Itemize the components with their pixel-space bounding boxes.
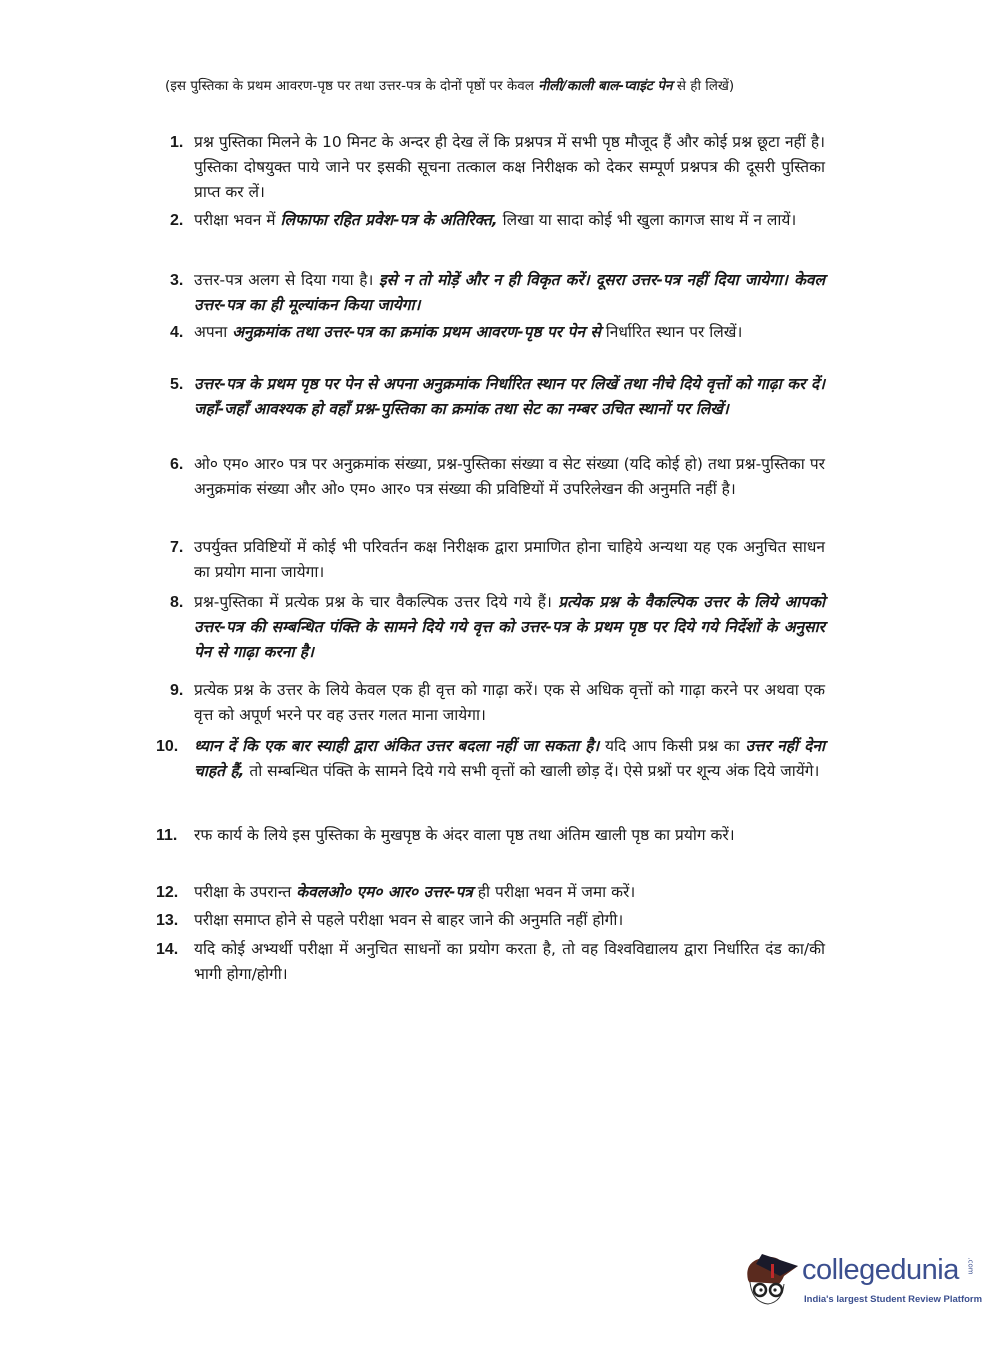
item-number: 6. <box>170 456 184 473</box>
mascot-icon <box>740 1250 802 1312</box>
instruction-item <box>170 590 825 665</box>
plain-text: प्रत्येक प्रश्न के उत्तर के लिये केवल एक ही वृत्त को गाढ़ा करें। एक से अधिक वृत्तों को गाढ़ा करने पर अथवा एक वृत्त को अपूर्ण भरने पर वह उत्तर गलत माना जायेगा। <box>194 681 825 724</box>
plain-text: तो सम्बन्धित पंक्ति के सामने दिये गये सभी वृत्तों को खाली छोड़ दें। ऐसे प्रश्नों पर शून्य अंक दिये जायेंगे। <box>244 762 820 780</box>
item-text <box>194 880 825 905</box>
item-number: 13. <box>156 912 179 929</box>
instruction-item <box>170 372 825 422</box>
item-text <box>194 734 825 784</box>
item-text <box>194 130 825 205</box>
item-text <box>194 320 825 345</box>
instruction-item <box>170 678 825 728</box>
plain-text: प्रश्न-पुस्तिका में प्रत्येक प्रश्न के चार वैकल्पिक उत्तर दिये गये हैं। <box>194 593 559 611</box>
item-text <box>194 452 825 502</box>
instruction-item <box>170 130 825 205</box>
item-text <box>194 535 825 585</box>
emphasis-text: ध्यान दें कि एक बार स्याही द्वारा अंकित उत्तर बदला नहीं जा सकता है। <box>194 737 600 755</box>
item-number: 11. <box>156 827 178 844</box>
instruction-item <box>156 908 825 933</box>
item-number: 5. <box>170 376 184 393</box>
instruction-item <box>156 937 825 987</box>
item-number: 2. <box>170 212 184 229</box>
plain-text: लिखा या सादा कोई भी खुला कागज साथ में न लायें। <box>497 211 797 229</box>
plain-text: ओ० एम० आर० पत्र पर अनुक्रमांक संख्या, प्रश्न-पुस्तिका संख्या व सेट संख्या (यदि कोई हो) तथा प्रश्न-पुस्तिका पर अनुक्रमांक संख्या और ओ० एम० आर० पत्र संख्या की प्रविष्टियों में उपरिलेखन की अनुमति नहीं है। <box>194 455 825 498</box>
instruction-item <box>156 823 825 848</box>
item-number: 4. <box>170 324 184 341</box>
emphasis-text: उत्तर-पत्र के प्रथम पृष्ठ पर पेन से अपना अनुक्रमांक निर्धारित स्थान पर लिखें तथा नीचे दिये वृत्तों को गाढ़ा कर दें। जहाँ-जहाँ आवश्यक हो वहाँ प्रश्न-पुस्तिका का क्रमांक तथा सेट का नम्बर उचित स्थानों पर लिखें। <box>194 375 825 418</box>
header-text: (इस पुस्तिका के प्रथम आवरण-पृष्ठ पर तथा उत्तर-पत्र के दोनों पृष्ठों पर केवल <box>165 78 539 94</box>
item-number: 3. <box>170 272 184 289</box>
header-instruction <box>165 76 830 94</box>
logo-suffix: .com <box>966 1257 975 1275</box>
header-text: से ही लिखें) <box>672 78 735 94</box>
instruction-item <box>156 880 825 905</box>
item-number: 10. <box>156 738 179 755</box>
emphasis-text: अनुक्रमांक तथा उत्तर-पत्र का क्रमांक प्रथम आवरण-पृष्ठ पर पेन से <box>232 323 601 341</box>
item-number: 9. <box>170 682 184 699</box>
item-text <box>194 372 825 422</box>
item-text <box>194 590 825 665</box>
item-number: 1. <box>170 134 184 151</box>
plain-text: प्रश्न पुस्तिका मिलने के 10 मिनट के अन्दर ही देख लें कि प्रश्नपत्र में सभी पृष्ठ मौजूद हैं और कोई प्रश्न छूटा नहीं है। पुस्तिका दोषयुक्त पाये जाने पर इसकी सूचना तत्काल कक्ष निरीक्षक को देकर सम्पूर्ण प्रश्नपत्र की दूसरी पुस्तिका प्राप्त कर लें। <box>194 133 825 201</box>
plain-text: ही परीक्षा भवन में जमा करें। <box>472 883 636 901</box>
plain-text: यदि आप किसी प्रश्न का <box>599 737 746 755</box>
plain-text: उपर्युक्त प्रविष्टियों में कोई भी परिवर्तन कक्ष निरीक्षक द्वारा प्रमाणित होना चाहिये अन्यथा यह एक अनुचित साधन का प्रयोग माना जायेगा। <box>194 538 825 581</box>
instruction-item <box>170 320 825 345</box>
instruction-item <box>170 268 825 318</box>
instruction-item <box>170 452 825 502</box>
collegedunia-logo <box>740 1250 983 1315</box>
instruction-item <box>170 535 825 585</box>
plain-text: निर्धारित स्थान पर लिखें। <box>600 323 743 341</box>
emphasis-text: इसे न तो मोड़ें और न ही विकृत करें। दूसरा उत्तर-पत्र नहीं दिया जायेगा। केवल उत्तर-पत्र का ही मूल्यांकन किया जायेगा। <box>194 271 826 314</box>
emphasis-text: लिफाफा रहित प्रवेश-पत्र के अतिरिक्त, <box>280 211 498 229</box>
plain-text: परीक्षा भवन में <box>194 211 281 229</box>
emphasis-text: उत्तर नहीं देना चाहते हैं, <box>194 737 825 780</box>
item-number: 8. <box>170 594 184 611</box>
emphasis-text: नीली/काली बाल-प्वाइंट पेन <box>538 78 673 94</box>
instruction-item <box>170 208 825 233</box>
item-text <box>194 937 825 987</box>
plain-text: उत्तर-पत्र अलग से दिया गया है। <box>194 271 380 289</box>
plain-text: अपना <box>194 323 233 341</box>
item-text <box>194 678 825 728</box>
item-number: 14. <box>156 941 179 958</box>
item-text <box>194 208 825 233</box>
instruction-item <box>156 734 825 784</box>
plain-text: परीक्षा समाप्त होने से पहले परीक्षा भवन से बाहर जाने की अनुमति नहीं होगी। <box>194 911 624 929</box>
item-text <box>194 823 825 848</box>
emphasis-text: केवलओ० एम० आर० उत्तर-पत्र <box>296 883 473 901</box>
logo-tagline: India's largest Student Review Platform <box>804 1294 983 1305</box>
logo-name: collegedunia <box>802 1254 959 1286</box>
plain-text: यदि कोई अभ्यर्थी परीक्षा में अनुचित साधनों का प्रयोग करता है, तो वह विश्वविद्यालय द्वारा निर्धारित दंड का/की भागी होगा/होगी। <box>194 940 825 983</box>
item-number: 7. <box>170 539 184 556</box>
item-number: 12. <box>156 884 179 901</box>
plain-text: परीक्षा के उपरान्त <box>194 883 297 901</box>
item-text <box>194 268 825 318</box>
emphasis-text: प्रत्येक प्रश्न के वैकल्पिक उत्तर के लिये आपको उत्तर-पत्र की सम्बन्धित पंक्ति के सामने दिये गये वृत्त को उत्तर-पत्र के प्रथम पृष्ठ पर दिये गये निर्देशों के अनुसार पेन से गाढ़ा करना है। <box>194 593 825 661</box>
item-text <box>194 908 825 933</box>
plain-text: रफ कार्य के लिये इस पुस्तिका के मुखपृष्ठ के अंदर वाला पृष्ठ तथा अंतिम खाली पृष्ठ का प्रयोग करें। <box>194 826 735 844</box>
